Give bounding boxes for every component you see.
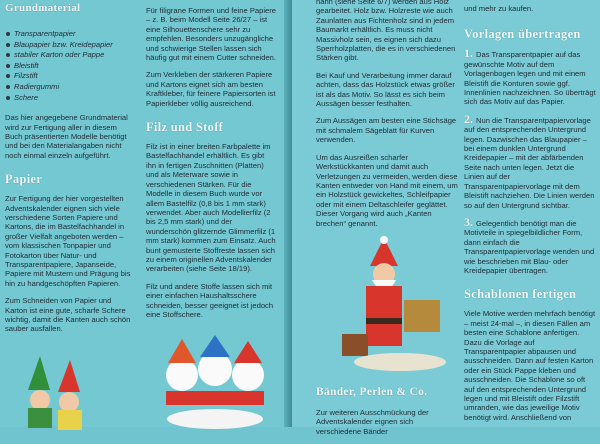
heading-papier: Papier bbox=[5, 172, 43, 187]
holz-paragraph: nann (siehe Seite 6/7) werden aus Holz gearbeitet. Holz bzw. Holzreste wie auch Zaunlatten aus Fichtenholz sind in jedem Baumarkt erhältlich. Es muss nicht Massivholz sein, es eignen sich dazu Sperrholzplatten, die es in verschiedenen Stärken gibt. bbox=[316, 0, 456, 63]
list-item: stabiler Karton oder Pappe bbox=[5, 50, 133, 61]
list-item: Transparentpapier bbox=[5, 29, 133, 40]
list-item: Schere bbox=[5, 93, 133, 104]
gnome-illustration bbox=[20, 350, 90, 427]
saegen-paragraph: Zum Aussägen am besten eine Stichsäge mit schmalem Sägeblatt für Kurven verwenden. bbox=[316, 116, 457, 145]
step-item bbox=[464, 214, 596, 275]
stoffe-paragraph: Filz und andere Stoffe lassen sich mit einer einfachen Haushaltsschere schneiden, besser geeignet ist jedoch eine Stoffschere. bbox=[146, 281, 274, 319]
heading-baender: Bänder, Perlen & Co. bbox=[316, 386, 428, 398]
formen-paragraph: Für filigrane Formen und feine Papiere – z. B. beim Modell Seite 26/27 – ist eine Silhouettenschere sehr zu empfehlen. Besonders unzugängliche und schwierige Stellen lassen sich häufig gut mit einem Cutter schneiden. bbox=[146, 6, 277, 63]
filz-paragraph: Filz ist in einer breiten Farbpalette im Bastelfachhandel erhältlich. Es gibt ihn in fertigen Zuschnitten (Platten) und als Meterware sowie in verschiedenen Stärken. Für die Modelle in diesem Buch wurde vor allem Bastelfilz (0,8 bis 1 mm stark) verwendet. Aber auch Modellierfilz (2 bis 2,5 mm stark) und der wunderschön glitzernde Glimmerfilz (1 mm stark) kommen zum Einsatz. Auch bunt gemusterte Stoffreste lassen sich zu einem originellen Adventskalender verarbeiten (siehe Seite 18/19). bbox=[146, 142, 276, 274]
step-text: Das Transparentpapier auf das gewünschte Motiv auf dem Vorlagenbogen legen und mit einem Bleistift die Konturen sowie ggf. Innenlinien nachzeichnen. So überträgt sich das Motiv auf das Papier. bbox=[464, 50, 596, 107]
left-page bbox=[0, 0, 288, 427]
right-column-1-bottom bbox=[316, 386, 458, 444]
kauf-paragraph: Bei Kauf und Verarbeitung immer darauf achten, dass das Holzstück etwas größer ist als das Motiv. So lässt es sich beim Aussägen besser festhalten. bbox=[316, 70, 455, 109]
snowmen-illustration bbox=[160, 335, 270, 427]
heading-grundmaterial: Grundmaterial bbox=[5, 2, 81, 14]
list-item: Filzstift bbox=[5, 71, 133, 82]
step-text: Nun die Transparentpapiervorlage auf den entsprechenden Untergrund legen. Dazwischen das Blaupapier – bei einem dunklen Untergrund Kreidepapier – mit der abfärbenden Seite nach unten legen. Jetzt die Linien auf der Transparentpapiervorlage mit dem Bleistift nachziehen. Die Linien werden so auf den Untergrund sichtbar. bbox=[464, 115, 595, 210]
step-number: 3. bbox=[464, 214, 473, 229]
step-number: 1. bbox=[464, 46, 473, 61]
list-item: Radiergummi bbox=[5, 82, 133, 93]
papier-paragraph: Zur Fertigung der hier vorgestellten Adventskalender eignen sich viele verschiedene Sorten Papiere und Kartons, die im Bastelfachhandel in großer Vielfalt angeboten werden – vom klassischen Tonpapier und Fotokarton über Natur- und Transparentpapiere, Japanseide, Papiere mit Mustern und Prägung bis hin zu handgeschöpften Papieren. bbox=[5, 194, 131, 288]
heading-filz-und-stoff: Filz und Stoff bbox=[146, 120, 224, 135]
right-column-1 bbox=[316, 0, 458, 236]
materials-list bbox=[5, 29, 133, 103]
heading-vorlagen: Vorlagen übertragen bbox=[464, 27, 581, 42]
right-column-2 bbox=[464, 4, 596, 430]
step-number: 2. bbox=[464, 111, 473, 126]
verkleben-paragraph: Zum Verkleben der stärkeren Papiere und Kartons eignet sich am besten Kraftkleber, für feinere Papiersorten ist Papierkleber völlig ausreichend. bbox=[146, 70, 276, 108]
step-text: Gelegentlich benötigt man die Motivteile in spiegelbildlicher Form, dann einfach die Transparentpapiervorlage wenden und wie beschrieben mit Blau- oder Kreidepapier übertragen. bbox=[464, 218, 595, 275]
baender-paragraph: Zur weiteren Ausschmückung der Adventskalender eignen sich verschiedene Bänder bbox=[316, 408, 429, 436]
top-continuation-text: und mehr zu kaufen. bbox=[464, 4, 534, 13]
intro-paragraph: Das hier angegebene Grundmaterial wird zur Fertigung aller in diesem Buch präsentierten Modelle benötigt und bei den Materialangaben nicht noch einmal einzeln aufgeführt. bbox=[5, 113, 128, 160]
schablonen-paragraph: Viele Motive werden mehrfach benötigt – meist 24-mal –, in diesen Fällen am besten eine Schablone anfertigen. Dazu die Vorlage auf Transparentpapier abpausen und ausschneiden. Dann auf festen Karton oder ein Stück Pappe kleben und ausschneiden. Die Schablone so oft auf den entsprechenden Untergrund legen und mit Bleistift oder Filzstift umranden, wie das jeweilige Motiv benötigt wird. Anschließend von bbox=[464, 309, 596, 422]
left-column-2 bbox=[146, 6, 276, 327]
list-item: Blaupapier bzw. Kreidepapier bbox=[5, 40, 133, 51]
step-item bbox=[464, 111, 596, 210]
list-item: Bleistift bbox=[5, 61, 133, 72]
heading-schablonen: Schablonen fertigen bbox=[464, 287, 577, 302]
right-page bbox=[292, 0, 600, 436]
schneiden-paragraph: Zum Schneiden von Papier und Karton ist eine gute, scharfe Schere wichtig, damit die Kanten auch schön sauber ausfallen. bbox=[5, 296, 131, 334]
schleifen-paragraph: Um das Ausreißen scharfer Werkstückkanten und damit auch Verletzungen zu vermeiden, werden diese Kanten entweder von Hand mit einem, um ein Holzstück gewickeltes, Schleifpapier oder mit einem Deltaschleifer geglättet. Dieser Vorgang wird auch „Kanten brechen“ genannt. bbox=[316, 152, 458, 228]
step-item bbox=[464, 46, 596, 107]
left-column-1 bbox=[5, 2, 133, 342]
santa-illustration bbox=[340, 236, 452, 374]
